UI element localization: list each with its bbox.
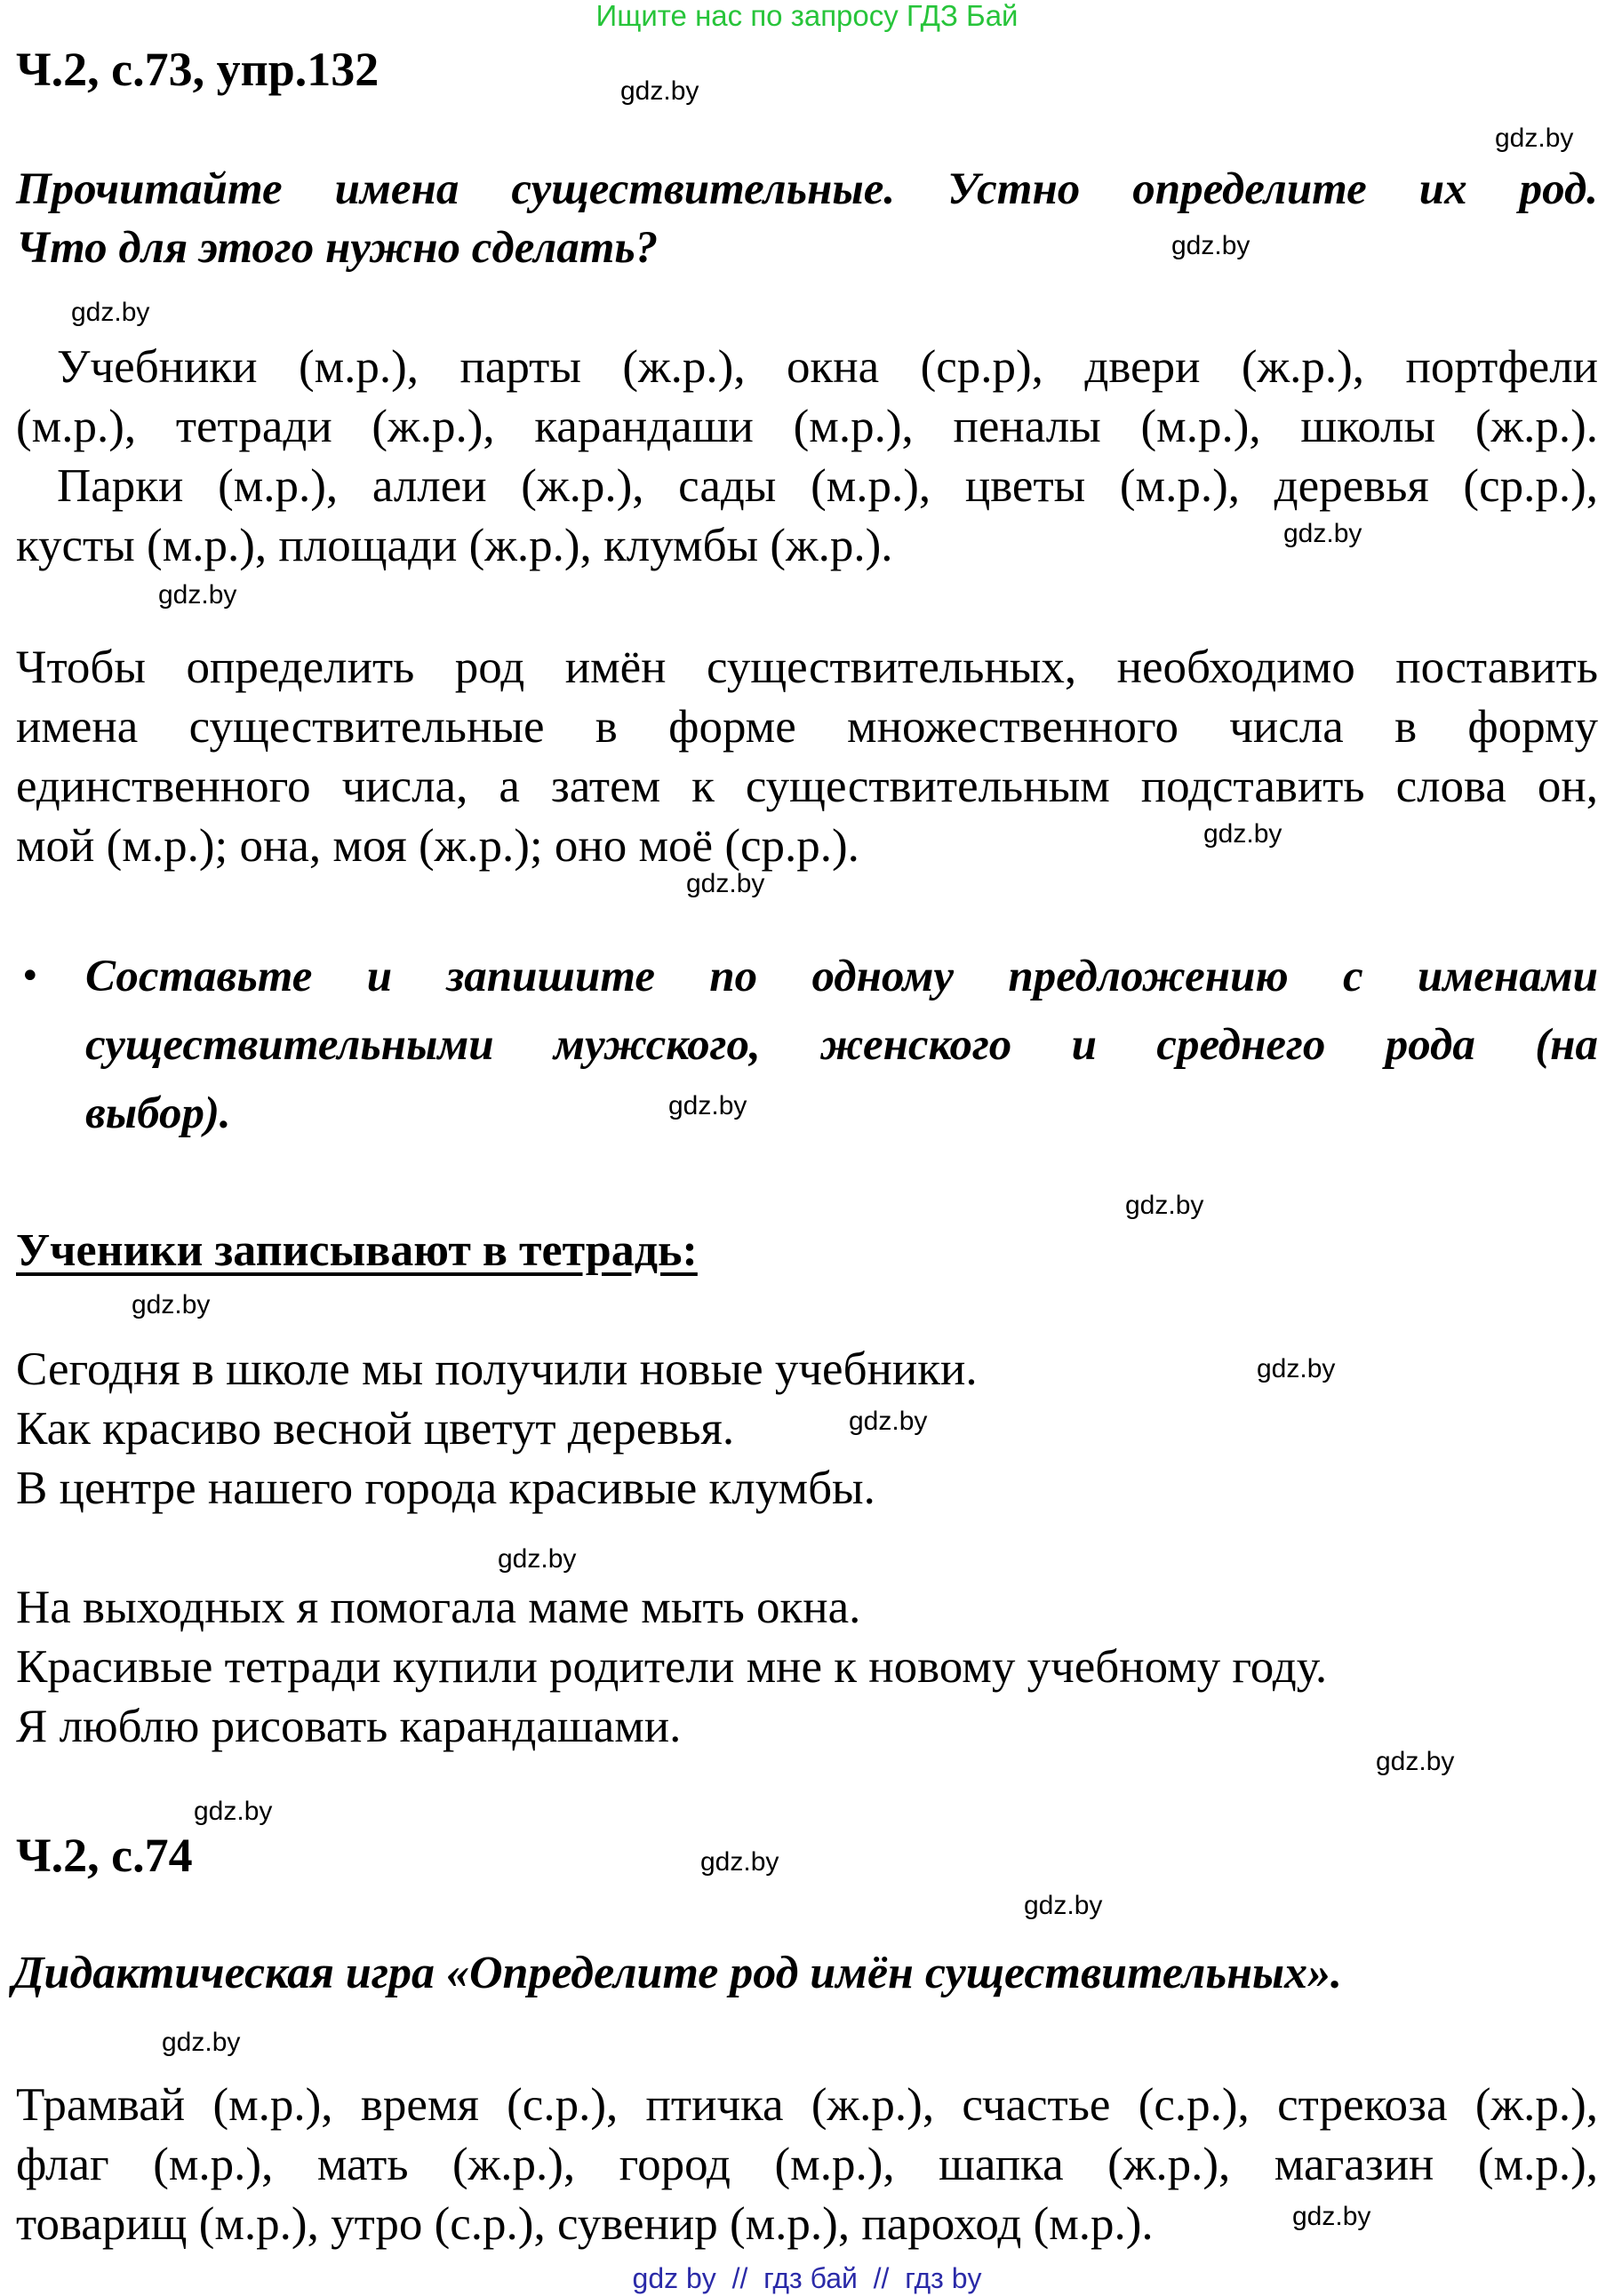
sentence-3: В центре нашего города красивые клумбы. xyxy=(16,1463,875,1514)
watermark: gdz.by xyxy=(1203,819,1282,849)
section-heading-74: Ч.2, с.74 xyxy=(16,1829,193,1882)
watermark: gdz.by xyxy=(668,1091,747,1120)
sentences-group-a xyxy=(16,1340,1598,1519)
game-answers-line-2: флаг (м.р.), мать (ж.р.), город (м.р.), шапка (ж.р.), магазин (м.р.), xyxy=(16,2139,1598,2190)
game-task: Дидактическая игра «Определите род имён существительных». xyxy=(12,1948,1343,1998)
explanation-line-1: Чтобы определить род имён существительных, необходимо поставить xyxy=(16,642,1598,693)
watermark: gdz.by xyxy=(194,1797,273,1826)
section-heading-132: Ч.2, с.73, упр.132 xyxy=(16,43,380,96)
watermark: gdz.by xyxy=(686,869,765,898)
footer-links[interactable]: gdz by // гдз бай // гдз by xyxy=(632,2262,982,2294)
sentence-4: На выходных я помогала маме мыть окна. xyxy=(16,1582,861,1633)
bullet-task-line-2: существительными мужского, женского и среднего рода (на xyxy=(85,1020,1598,1070)
noun-list-1-line-1: Учебники (м.р.), парты (ж.р.), окна (ср.р), двери (ж.р.), портфели xyxy=(57,341,1598,393)
sentences-group-b xyxy=(16,1578,1598,1757)
watermark: gdz.by xyxy=(1283,519,1362,548)
watermark: gdz.by xyxy=(700,1847,779,1877)
explanation-line-3: единственного числа, а затем к существительным подставить слова он, xyxy=(16,761,1598,812)
noun-list-2-line-2: кусты (м.р.), площади (ж.р.), клумбы (ж.р.). xyxy=(16,520,893,571)
sentence-1: Сегодня в школе мы получили новые учебники. xyxy=(16,1343,978,1395)
bullet-task xyxy=(85,947,1598,1152)
watermark: gdz.by xyxy=(1171,231,1250,260)
watermark: gdz.by xyxy=(1292,2202,1371,2231)
watermark: gdz.by xyxy=(849,1407,928,1436)
watermark: gdz.by xyxy=(162,2028,241,2057)
watermark: gdz.by xyxy=(1257,1354,1336,1383)
watermark: gdz.by xyxy=(620,76,699,106)
watermark: gdz.by xyxy=(1125,1191,1204,1220)
watermark: gdz.by xyxy=(1024,1891,1103,1920)
watermark: gdz.by xyxy=(1376,1747,1455,1776)
game-answers-line-3: товарищ (м.р.), утро (с.р.), сувенир (м.р.), пароход (м.р.). xyxy=(16,2198,1154,2250)
explanation-paragraph xyxy=(16,638,1598,876)
search-banner[interactable]: Ищите нас по запросу ГДЗ Бай xyxy=(595,0,1019,32)
noun-list-2-line-1: Парки (м.р.), аллеи (ж.р.), сады (м.р.), цветы (м.р.), деревья (ср.р.), xyxy=(57,460,1598,512)
bullet-task-line-1: Составьте и запишите по одному предложению с именами xyxy=(85,952,1598,1001)
task-line-2: Что для этого нужно сделать? xyxy=(16,223,659,273)
watermark: gdz.by xyxy=(1495,124,1574,153)
sentence-6: Я люблю рисовать карандашами. xyxy=(16,1701,682,1752)
bullet-task-line-3: выбор). xyxy=(85,1088,231,1138)
watermark: gdz.by xyxy=(498,1544,577,1574)
watermark: gdz.by xyxy=(71,298,150,327)
explanation-line-2: имена существительные в форме множественного числа в форму xyxy=(16,701,1598,753)
task-text xyxy=(16,160,1598,277)
explanation-line-4: мой (м.р.); она, моя (ж.р.); оно моё (ср.р.). xyxy=(16,820,859,872)
noun-list-2 xyxy=(16,457,1598,576)
watermark: gdz.by xyxy=(158,580,237,610)
noun-list-1-line-2: (м.р.), тетради (ж.р.), карандаши (м.р.), пеналы (м.р.), школы (ж.р.). xyxy=(16,401,1598,452)
sentence-5: Красивые тетради купили родители мне к новому учебному году. xyxy=(16,1641,1328,1693)
game-answers-line-1: Трамвай (м.р.), время (с.р.), птичка (ж.р.), счастье (с.р.), стрекоза (ж.р.), xyxy=(16,2079,1598,2131)
noun-list-1 xyxy=(16,338,1598,457)
watermark: gdz.by xyxy=(132,1290,211,1319)
bullet-icon: • xyxy=(20,956,41,997)
task-line-1: Прочитайте имена существительные. Устно определите их род. xyxy=(16,164,1598,214)
sentence-2: Как красиво весной цветут деревья. xyxy=(16,1403,735,1455)
notebook-heading: Ученики записывают в тетрадь: xyxy=(16,1225,698,1276)
